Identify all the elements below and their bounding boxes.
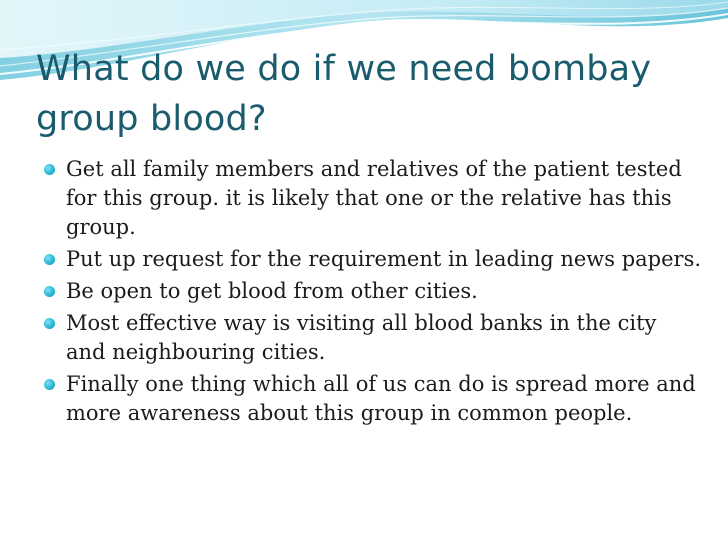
bullet-text: Be open to get blood from other cities.	[66, 279, 478, 303]
list-item	[42, 155, 702, 242]
bullet-list	[42, 155, 702, 431]
list-item	[42, 277, 702, 306]
slide-title: What do we do if we need bombay group blood?	[36, 49, 652, 139]
bullet-icon	[44, 286, 55, 297]
bullet-icon	[44, 164, 55, 175]
bullet-text: Put up request for the requirement in leading news papers.	[66, 247, 702, 271]
bullet-text: Most effective way is visiting all blood banks in the city and neighbouring cities.	[66, 311, 657, 364]
bullet-icon	[44, 379, 55, 390]
list-item	[42, 370, 702, 428]
bullet-text: Finally one thing which all of us can do is spread more and more awareness about this group in common people.	[66, 372, 696, 425]
bullet-icon	[44, 254, 55, 265]
bullet-icon	[44, 318, 55, 329]
bullet-text: Get all family members and relatives of the patient tested for this group. it is likely that one or the relative has this group.	[66, 157, 682, 239]
list-item	[42, 309, 702, 367]
list-item	[42, 245, 702, 274]
